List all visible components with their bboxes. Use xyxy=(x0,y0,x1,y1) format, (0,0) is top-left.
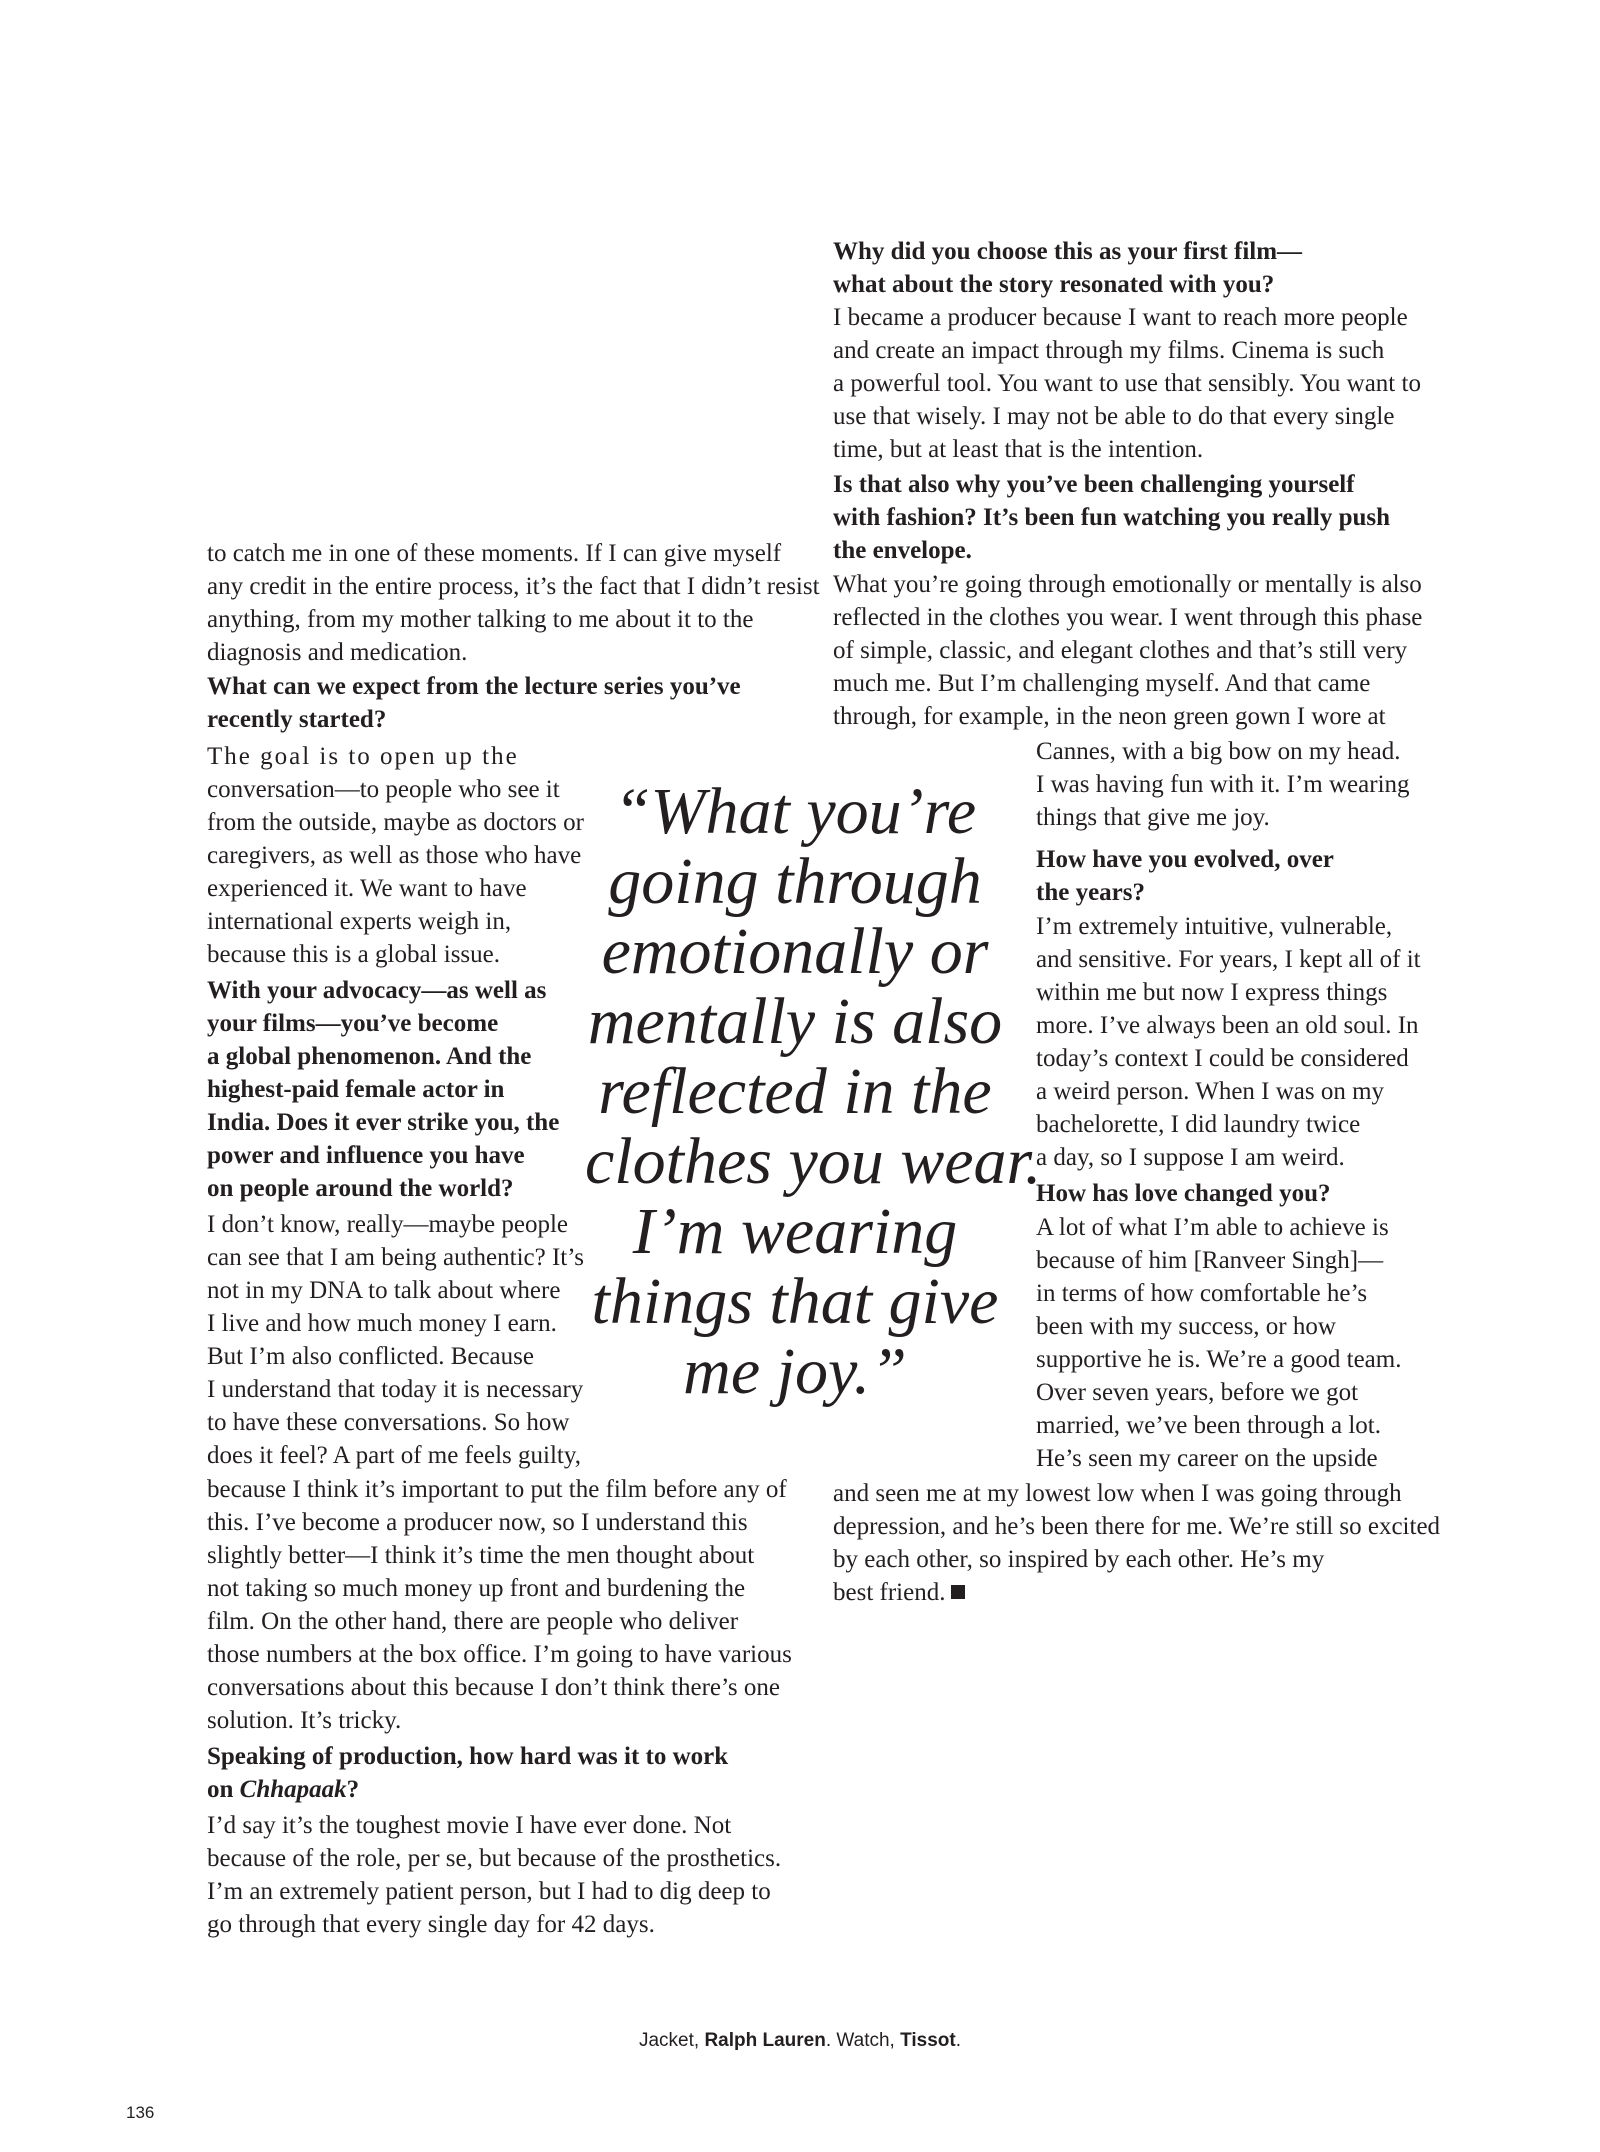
answer-line: through, for example, in the neon green gown I wore at xyxy=(833,703,1386,730)
question-heading: power and influence you have xyxy=(207,1142,525,1169)
answer-line: I understand that today it is necessary xyxy=(207,1376,584,1403)
question-heading: what about the story resonated with you? xyxy=(833,271,1275,298)
question-heading: Why did you choose this as your first film— xyxy=(833,238,1303,265)
answer-line-last xyxy=(833,1576,965,1609)
question-heading: recently started? xyxy=(207,706,387,733)
answer-line: any credit in the entire process, it’s the fact that I didn’t resist xyxy=(207,573,820,600)
question-heading: highest-paid female actor in xyxy=(207,1076,505,1103)
answer-line: in terms of how comfortable he’s xyxy=(1036,1280,1368,1307)
answer-line: A lot of what I’m able to achieve is xyxy=(1036,1214,1389,1241)
pull-quote-line: “What you’re xyxy=(613,775,977,848)
question-heading: your films—you’ve become xyxy=(207,1010,499,1037)
question-heading: the envelope. xyxy=(833,537,972,564)
answer-line: much me. But I’m challenging myself. And that came xyxy=(833,670,1371,697)
answer-line: Over seven years, before we got xyxy=(1036,1379,1359,1406)
question-heading: on people around the world? xyxy=(207,1175,514,1202)
question-heading: Is that also why you’ve been challenging yourself xyxy=(833,471,1355,498)
caption-brand: Tissot xyxy=(900,2030,956,2051)
answer-line: those numbers at the box office. I’m going to have various xyxy=(207,1641,792,1668)
answer-line: film. On the other hand, there are people who deliver xyxy=(207,1608,739,1635)
answer-line: I’m extremely intuitive, vulnerable, xyxy=(1036,913,1393,940)
pull-quote-line: reflected in the xyxy=(598,1055,992,1128)
answer-line: go through that every single day for 42 days. xyxy=(207,1911,655,1938)
answer-line: conversations about this because I don’t think there’s one xyxy=(207,1674,781,1701)
answer-line: does it feel? A part of me feels guilty, xyxy=(207,1442,581,1469)
answer-line: a day, so I suppose I am weird. xyxy=(1036,1144,1345,1171)
answer-line: But I’m also conflicted. Because xyxy=(207,1343,534,1370)
answer-line: because I think it’s important to put the film before any of xyxy=(207,1476,787,1503)
answer-line: diagnosis and medication. xyxy=(207,639,468,666)
question-heading: India. Does it ever strike you, the xyxy=(207,1109,560,1136)
answer-line: because of him [Ranveer Singh]— xyxy=(1036,1247,1384,1274)
question-heading: Speaking of production, how hard was it to work xyxy=(207,1743,729,1770)
answer-line: time, but at least that is the intention. xyxy=(833,436,1204,463)
pull-quote-line: me joy.” xyxy=(683,1335,907,1408)
caption-text: Jacket, xyxy=(638,2030,705,2051)
question-text: ? xyxy=(346,1776,360,1803)
answer-line: and seen me at my lowest low when I was going through xyxy=(833,1480,1402,1507)
answer-line: by each other, so inspired by each other. He’s my xyxy=(833,1546,1325,1573)
question-heading: a global phenomenon. And the xyxy=(207,1043,532,1070)
caption-text: . Watch, xyxy=(825,2030,901,2051)
answer-line: conversation—to people who see it xyxy=(207,776,560,803)
answer-line: a powerful tool. You want to use that sensibly. You want to xyxy=(833,370,1421,397)
question-text: on xyxy=(207,1776,240,1803)
answer-line: I was having fun with it. I’m wearing xyxy=(1036,771,1410,798)
film-title: Chhapaak xyxy=(239,1776,347,1803)
answer-line: this. I’ve become a producer now, so I understand this xyxy=(207,1509,748,1536)
answer-line: and create an impact through my films. Cinema is such xyxy=(833,337,1385,364)
answer-line: solution. It’s tricky. xyxy=(207,1707,402,1734)
answer-line: I’d say it’s the toughest movie I have ever done. Not xyxy=(207,1812,732,1839)
answer-text: best friend. xyxy=(833,1579,946,1606)
photo-credit-caption xyxy=(0,2030,1600,2052)
end-mark-icon xyxy=(951,1585,965,1599)
answer-line: to catch me in one of these moments. If I can give myself xyxy=(207,540,782,567)
answer-line: bachelorette, I did laundry twice xyxy=(1036,1111,1361,1138)
answer-line: and sensitive. For years, I kept all of it xyxy=(1036,946,1421,973)
question-heading: How have you evolved, over xyxy=(1036,846,1334,873)
answer-line: He’s seen my career on the upside xyxy=(1036,1445,1378,1472)
answer-line: anything, from my mother talking to me about it to the xyxy=(207,606,754,633)
answer-line: married, we’ve been through a lot. xyxy=(1036,1412,1382,1439)
pull-quote-line: things that give xyxy=(591,1265,999,1338)
answer-line: things that give me joy. xyxy=(1036,804,1270,831)
answer-line: more. I’ve always been an old soul. In xyxy=(1036,1012,1419,1039)
question-heading xyxy=(207,1773,359,1806)
pull-quote-line: I’m wearing xyxy=(632,1195,958,1268)
question-heading: with fashion? It’s been fun watching you really push xyxy=(833,504,1391,531)
answer-line: What you’re going through emotionally or mentally is also xyxy=(833,571,1422,598)
answer-line: of simple, classic, and elegant clothes and that’s still very xyxy=(833,637,1408,664)
answer-line: I became a producer because I want to reach more people xyxy=(833,304,1408,331)
answer-line: because this is a global issue. xyxy=(207,941,500,968)
question-heading: With your advocacy—as well as xyxy=(207,977,547,1004)
answer-line: The goal is to open up the xyxy=(207,743,519,770)
answer-line: because of the role, per se, but because of the prosthetics. xyxy=(207,1845,782,1872)
answer-line: I’m an extremely patient person, but I had to dig deep to xyxy=(207,1878,771,1905)
answer-line: not in my DNA to talk about where xyxy=(207,1277,561,1304)
question-heading: the years? xyxy=(1036,879,1145,906)
answer-line: caregivers, as well as those who have xyxy=(207,842,582,869)
pull-quote-line: going through xyxy=(608,845,982,918)
answer-line: international experts weigh in, xyxy=(207,908,512,935)
page-number: 136 xyxy=(126,2103,155,2122)
answer-line: supportive he is. We’re a good team. xyxy=(1036,1346,1402,1373)
answer-line: Cannes, with a big bow on my head. xyxy=(1036,738,1401,765)
answer-line: a weird person. When I was on my xyxy=(1036,1078,1385,1105)
answer-line: within me but now I express things xyxy=(1036,979,1388,1006)
caption-text: . xyxy=(955,2030,962,2051)
pull-quote-line: clothes you wear. xyxy=(585,1125,1042,1198)
answer-line: to have these conversations. So how xyxy=(207,1409,570,1436)
question-heading: What can we expect from the lecture series you’ve xyxy=(207,673,741,700)
answer-line: depression, and he’s been there for me. We’re still so excited xyxy=(833,1513,1441,1540)
pull-quote-line: emotionally or xyxy=(601,915,989,988)
answer-line: slightly better—I think it’s time the men thought about xyxy=(207,1542,755,1569)
answer-line: I don’t know, really—maybe people xyxy=(207,1211,569,1238)
answer-line: from the outside, maybe as doctors or xyxy=(207,809,584,836)
pull-quote-line: mentally is also xyxy=(587,985,1003,1058)
answer-line: not taking so much money up front and burdening the xyxy=(207,1575,746,1602)
answer-line: can see that I am being authentic? It’s xyxy=(207,1244,584,1271)
answer-line: today’s context I could be considered xyxy=(1036,1045,1409,1072)
question-heading: How has love changed you? xyxy=(1036,1180,1331,1207)
answer-line: use that wisely. I may not be able to do that every single xyxy=(833,403,1395,430)
answer-line: been with my success, or how xyxy=(1036,1313,1336,1340)
answer-line: experienced it. We want to have xyxy=(207,875,527,902)
answer-line: reflected in the clothes you wear. I went through this phase xyxy=(833,604,1423,631)
answer-line: I live and how much money I earn. xyxy=(207,1310,557,1337)
caption-brand: Ralph Lauren xyxy=(704,2030,826,2051)
